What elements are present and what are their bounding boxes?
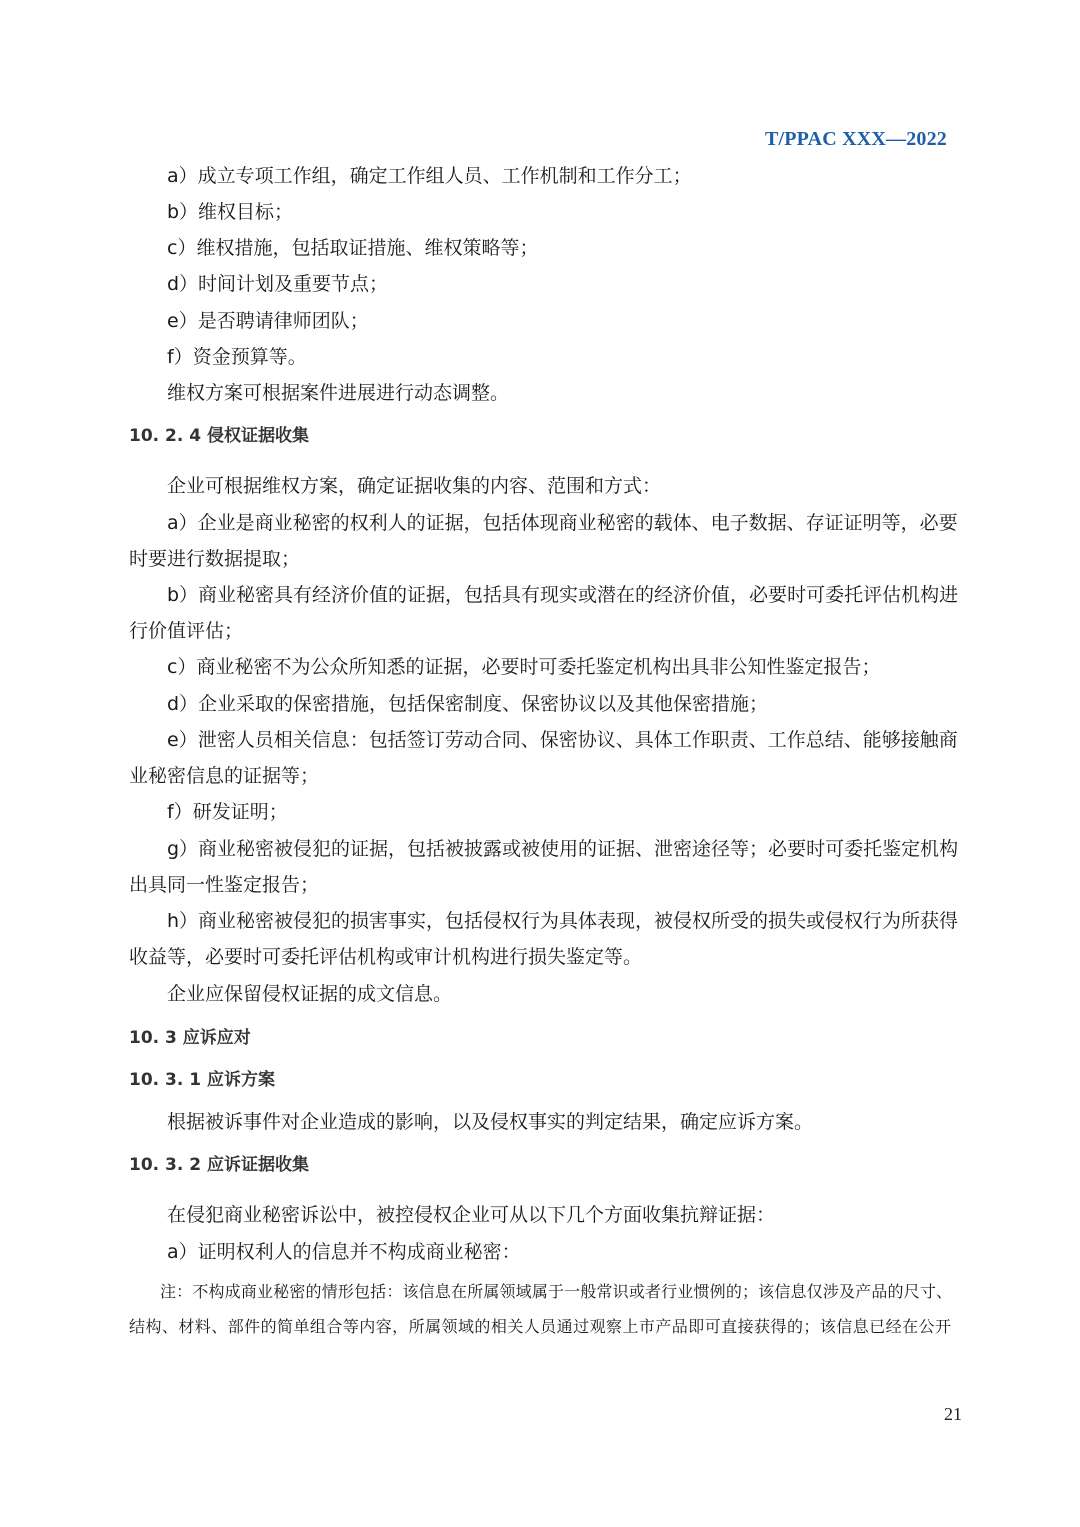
list-item-e: e）是否聘请律师团队； <box>167 310 369 332</box>
list-item-c: c）维权措施，包括取证措施、维权策略等； <box>167 237 539 259</box>
list-item-a-line2: 时要进行数据提取； <box>129 548 301 570</box>
document-code: T/PPAC XXX—2022 <box>764 128 947 150</box>
list-item-a: a）证明权利人的信息并不构成商业秘密： <box>167 1241 521 1263</box>
list-item-b-line2: 行价值评估； <box>129 620 244 642</box>
list-item-d: d）时间计划及重要节点； <box>167 273 389 295</box>
list-item-e-line2: 业秘密信息的证据等； <box>129 765 320 787</box>
section-heading-10-3-2: 10. 3. 2 应诉证据收集 <box>129 1155 309 1175</box>
list-item-h-line2: 收益等，必要时可委托评估机构或审计机构进行损失鉴定等。 <box>129 946 643 968</box>
list-item-e-line1: e）泄密人员相关信息：包括签订劳动合同、保密协议、具体工作职责、工作总结、能够接触商 <box>167 729 958 751</box>
note-line1: 注：不构成商业秘密的情形包括：该信息在所属领域属于一般常识或者行业惯例的；该信息仅涉及产品的尺寸、 <box>160 1282 952 1301</box>
list-item-h-line1: h）商业秘密被侵犯的损害事实，包括侵权行为具体表现，被侵权所受的损失或侵权行为所获得 <box>167 910 959 932</box>
list-item-b-line1: b）商业秘密具有经济价值的证据，包括具有现实或潜在的经济价值，必要时可委托评估机构进 <box>167 584 959 606</box>
list-item-f: f）研发证明； <box>167 801 288 823</box>
section-heading-10-3: 10. 3 应诉应对 <box>129 1028 251 1048</box>
page-number: 21 <box>944 1404 962 1424</box>
list-item-g-line1: g）商业秘密被侵犯的证据，包括被披露或被使用的证据、泄密途径等；必要时可委托鉴定机构 <box>167 838 959 860</box>
paragraph: 维权方案可根据案件进展进行动态调整。 <box>167 382 510 404</box>
paragraph: 在侵犯商业秘密诉讼中，被控侵权企业可从以下几个方面收集抗辩证据： <box>167 1204 776 1226</box>
list-item-g-line2: 出具同一性鉴定报告； <box>129 874 320 896</box>
list-item-a: a）成立专项工作组，确定工作组人员、工作机制和工作分工； <box>167 165 692 187</box>
section-heading-10-2-4: 10. 2. 4 侵权证据收集 <box>129 426 309 446</box>
paragraph: 企业可根据维权方案，确定证据收集的内容、范围和方式： <box>167 475 662 497</box>
list-item-f: f）资金预算等。 <box>167 346 307 368</box>
list-item-a-line1: a）企业是商业秘密的权利人的证据，包括体现商业秘密的载体、电子数据、存证证明等，必要 <box>167 512 958 534</box>
list-item-c: c）商业秘密不为公众所知悉的证据，必要时可委托鉴定机构出具非公知性鉴定报告； <box>167 656 881 678</box>
section-heading-10-3-1: 10. 3. 1 应诉方案 <box>129 1070 275 1090</box>
note-line2: 结构、材料、部件的简单组合等内容，所属领域的相关人员通过观察上市产品即可直接获得的；该信息已经在公开 <box>129 1317 951 1336</box>
list-item-d: d）企业采取的保密措施，包括保密制度、保密协议以及其他保密措施； <box>167 693 769 715</box>
paragraph: 企业应保留侵权证据的成文信息。 <box>167 983 453 1005</box>
paragraph: 根据被诉事件对企业造成的影响，以及侵权事实的判定结果，确定应诉方案。 <box>167 1111 814 1133</box>
list-item-b: b）维权目标； <box>167 201 294 223</box>
